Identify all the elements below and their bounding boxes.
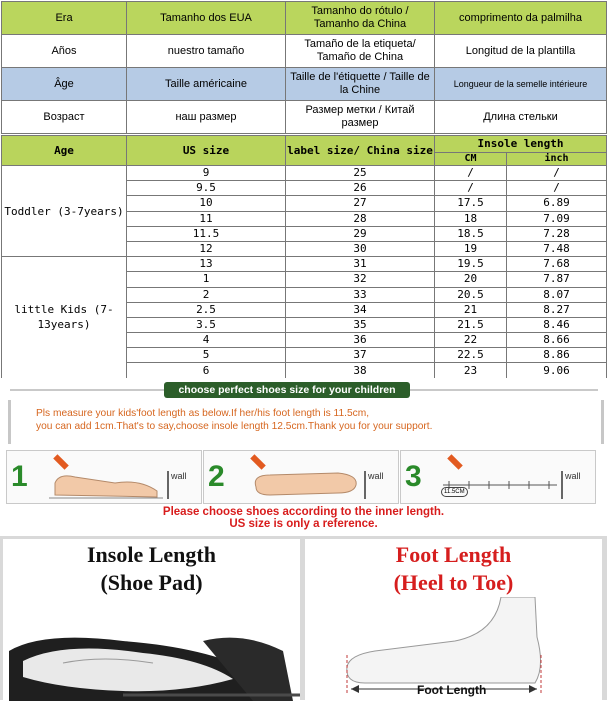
cell: 6 bbox=[127, 363, 286, 378]
language-header-table bbox=[1, 1, 607, 134]
cell: 36 bbox=[286, 333, 435, 348]
cell: 1 bbox=[127, 272, 286, 287]
instruction-line: you can add 1cm.That's to say,choose insole length 12.5cm.Thank you for your support. bbox=[36, 421, 433, 432]
cell: 13 bbox=[127, 257, 286, 272]
cell: / bbox=[507, 166, 607, 181]
cell: Longueur de la semelle intérieure bbox=[435, 68, 607, 101]
cell: Taille de l'étiquette / Taille de la Chine bbox=[286, 68, 435, 101]
cell: 19.5 bbox=[435, 257, 507, 272]
age-header: Age bbox=[2, 136, 127, 166]
cell: 19 bbox=[435, 241, 507, 256]
cell: Era bbox=[2, 2, 127, 35]
cell: Размер метки / Китай размер bbox=[286, 101, 435, 134]
cell: 27 bbox=[286, 196, 435, 211]
cell: 7.68 bbox=[507, 257, 607, 272]
insole-title: Insole Length bbox=[87, 542, 216, 567]
cell: 30 bbox=[286, 241, 435, 256]
cell: 7.09 bbox=[507, 211, 607, 226]
cell: Longitud de la plantilla bbox=[435, 35, 607, 68]
measure-step-2 bbox=[203, 450, 399, 504]
insole-subtitle: (Shoe Pad) bbox=[100, 570, 203, 595]
cell: Taille américaine bbox=[127, 68, 286, 101]
cell: 8.86 bbox=[507, 348, 607, 363]
inch-header: inch bbox=[507, 153, 607, 166]
cell: 38 bbox=[286, 363, 435, 378]
cell: Âge bbox=[2, 68, 127, 101]
cell: 18.5 bbox=[435, 226, 507, 241]
measure-mark: 11.5CM bbox=[441, 487, 468, 497]
table-row bbox=[2, 35, 607, 68]
cell: Años bbox=[2, 35, 127, 68]
step-number: 2 bbox=[208, 460, 225, 493]
cell: 4 bbox=[127, 333, 286, 348]
foot-length-label: Foot Length bbox=[417, 683, 487, 697]
cell: 8.66 bbox=[507, 333, 607, 348]
wall-line bbox=[561, 471, 563, 499]
wall-label: wall bbox=[565, 471, 581, 481]
shoe-insole-illustration bbox=[3, 601, 300, 701]
cell: 26 bbox=[286, 181, 435, 196]
cell: 32 bbox=[286, 272, 435, 287]
cell: 8.27 bbox=[507, 302, 607, 317]
cell: 5 bbox=[127, 348, 286, 363]
cell: / bbox=[435, 166, 507, 181]
cell: 33 bbox=[286, 287, 435, 302]
table-row bbox=[2, 101, 607, 134]
cell: 9 bbox=[127, 166, 286, 181]
measure-step-3 bbox=[400, 450, 596, 504]
cell: Tamanho do rótulo / Tamanho da China bbox=[286, 2, 435, 35]
cell: 12 bbox=[127, 241, 286, 256]
wall-line bbox=[167, 471, 169, 499]
cell: 7.48 bbox=[507, 241, 607, 256]
step-number: 1 bbox=[11, 460, 28, 493]
cell: / bbox=[435, 181, 507, 196]
cell: Tamanho dos EUA bbox=[127, 2, 286, 35]
cell: 8.46 bbox=[507, 317, 607, 332]
cell: 9.5 bbox=[127, 181, 286, 196]
foot-icon bbox=[45, 461, 165, 501]
cell: 20.5 bbox=[435, 287, 507, 302]
cell: 35 bbox=[286, 317, 435, 332]
table-row bbox=[2, 68, 607, 101]
cell: 7.28 bbox=[507, 226, 607, 241]
warning-text: Please choose shoes according to the inner length. bbox=[162, 506, 445, 518]
insole-length-header: Insole length bbox=[435, 136, 607, 153]
bottom-illustrations bbox=[0, 536, 607, 700]
cell: / bbox=[507, 181, 607, 196]
cell: наш размер bbox=[127, 101, 286, 134]
cell: 22 bbox=[435, 333, 507, 348]
cell: 20 bbox=[435, 272, 507, 287]
cell: 25 bbox=[286, 166, 435, 181]
cell: nuestro tamaño bbox=[127, 35, 286, 68]
cell: 23 bbox=[435, 363, 507, 378]
instruction-line: Pls measure your kids'foot length as below.If her/his foot length is 11.5cm, bbox=[36, 408, 370, 419]
cell: 17.5 bbox=[435, 196, 507, 211]
cell: 7.87 bbox=[507, 272, 607, 287]
cell: 11 bbox=[127, 211, 286, 226]
cell: Tamaño de la etiqueta/ Tamaño de China bbox=[286, 35, 435, 68]
cell: 29 bbox=[286, 226, 435, 241]
cm-header: CM bbox=[435, 153, 507, 166]
cell: 18 bbox=[435, 211, 507, 226]
cell: 22.5 bbox=[435, 348, 507, 363]
cell: 11.5 bbox=[127, 226, 286, 241]
table-row bbox=[2, 257, 607, 272]
section-title: choose perfect shoes size for your children bbox=[164, 382, 410, 398]
us-size-header: US size bbox=[127, 136, 286, 166]
warning-text: US size is only a reference. bbox=[229, 518, 378, 530]
cell: comprimento da palmilha bbox=[435, 2, 607, 35]
cell: 9.06 bbox=[507, 363, 607, 378]
cell: 37 bbox=[286, 348, 435, 363]
age-group-little-kids: little Kids (7-13years) bbox=[2, 257, 127, 379]
foot-subtitle: (Heel to Toe) bbox=[393, 570, 514, 595]
wall-label: wall bbox=[368, 471, 384, 481]
cell: 10 bbox=[127, 196, 286, 211]
wall-label: wall bbox=[171, 471, 187, 481]
cell: 28 bbox=[286, 211, 435, 226]
size-chart-table bbox=[1, 135, 607, 379]
table-row bbox=[2, 166, 607, 181]
foot-title: Foot Length bbox=[395, 542, 512, 567]
cell: 8.07 bbox=[507, 287, 607, 302]
age-group-toddler: Toddler (3-7years) bbox=[2, 166, 127, 257]
insole-panel bbox=[3, 539, 300, 700]
step-number: 3 bbox=[405, 460, 422, 493]
cell: 6.89 bbox=[507, 196, 607, 211]
cell: 31 bbox=[286, 257, 435, 272]
foot-panel bbox=[305, 539, 602, 700]
wall-line bbox=[364, 471, 366, 499]
china-size-header: label size/ China size bbox=[286, 136, 435, 166]
measure-step-1 bbox=[6, 450, 202, 504]
foot-icon bbox=[242, 461, 362, 501]
table-row bbox=[2, 2, 607, 35]
cell: 21 bbox=[435, 302, 507, 317]
cell: 21.5 bbox=[435, 317, 507, 332]
table-header-row bbox=[2, 136, 607, 153]
cell: Длина стельки bbox=[435, 101, 607, 134]
cell: 2.5 bbox=[127, 302, 286, 317]
cell: Возраст bbox=[2, 101, 127, 134]
cell: 2 bbox=[127, 287, 286, 302]
cell: 3.5 bbox=[127, 317, 286, 332]
cell: 34 bbox=[286, 302, 435, 317]
